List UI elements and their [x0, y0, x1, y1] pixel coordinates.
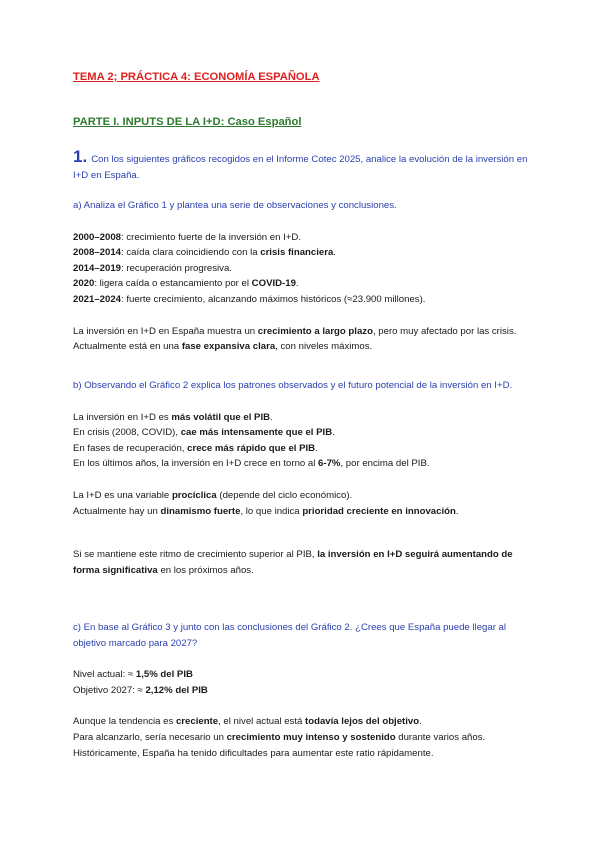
- pattern-line: En los últimos años, la inversión en I+D crece en torno al 6-7%, por encima del PIB.: [73, 458, 430, 470]
- pattern-line: La inversión en I+D es más volátil que el PIB.: [73, 411, 273, 423]
- characterization-line: Actualmente hay un dinamismo fuerte, lo que indica prioridad creciente en innovación.: [73, 505, 459, 517]
- answer-line: Aunque la tendencia es creciente, el nivel actual está todavía lejos del objetivo.: [73, 716, 422, 728]
- pattern-line: En crisis (2008, COVID), cae más intensamente que el PIB.: [73, 427, 335, 439]
- section-c-heading: c) En base al Gráfico 3 y junto con las conclusiones del Gráfico 2. ¿Crees que España puede llegar al objetivo marcado para 2027?: [73, 622, 507, 649]
- section-b-heading: b) Observando el Gráfico 2 explica los patrones observados y el futuro potencial de la inversión en I+D.: [73, 380, 513, 391]
- section-b: [73, 378, 533, 578]
- section-a-heading: a) Analiza el Gráfico 1 y plantea una serie de observaciones y conclusiones.: [73, 200, 397, 211]
- period-list: [73, 230, 533, 308]
- current-level-line: Nivel actual: ≈ 1,5% del PIB: [73, 669, 193, 681]
- period-item: 2014–2019: recuperación progresiva.: [73, 262, 232, 274]
- conclusion-line: Actualmente está en una fase expansiva clara, con niveles máximos.: [73, 341, 373, 353]
- section-c: [73, 620, 533, 761]
- section-a: [73, 198, 533, 355]
- target-line: Objetivo 2027: ≈ 2,12% del PIB: [73, 684, 208, 696]
- period-item: 2008–2014: caída clara coincidiendo con la crisis financiera.: [73, 247, 336, 259]
- period-item: 2000–2008: crecimiento fuerte de la inversión en I+D.: [73, 231, 302, 243]
- answer-line: Para alcanzarlo, sería necesario un crecimiento muy intenso y sostenido durante varios años.: [73, 731, 486, 743]
- period-item: 2020: ligera caída o estancamiento por el COVID-19.: [73, 278, 299, 290]
- part-heading: PARTE I. INPUTS DE LA I+D: Caso Español: [73, 116, 302, 128]
- conclusion-line: La inversión en I+D en España muestra un crecimiento a largo plazo, pero muy afectado por las crisis.: [73, 325, 517, 337]
- section-b-patterns: [73, 410, 533, 472]
- pattern-line: En fases de recuperación, crece más rápido que el PIB.: [73, 442, 318, 454]
- answer-line: Históricamente, España ha tenido dificultades para aumentar este ratio rápidamente.: [73, 747, 434, 759]
- question-1: [73, 149, 533, 184]
- future-paragraph: Si se mantiene este ritmo de crecimiento superior al PIB, la inversión en I+D seguirá aumentando de forma significativa en los próximos años.: [73, 549, 513, 576]
- question-number: 1.: [73, 147, 88, 166]
- question-1-text: Con los siguientes gráficos recogidos en el Informe Cotec 2025, analice la evolución de la inversión en I+D en España.: [73, 154, 528, 181]
- document-title: TEMA 2; PRÁCTICA 4: ECONOMÍA ESPAÑOLA: [73, 71, 320, 83]
- section-a-conclusion: [73, 324, 533, 355]
- period-item: 2021–2024: fuerte crecimiento, alcanzando máximos históricos (≈23.900 millones).: [73, 293, 426, 305]
- section-b-characterization: [73, 488, 533, 519]
- characterization-line: La I+D es una variable procíclica (depende del ciclo económico).: [73, 489, 353, 501]
